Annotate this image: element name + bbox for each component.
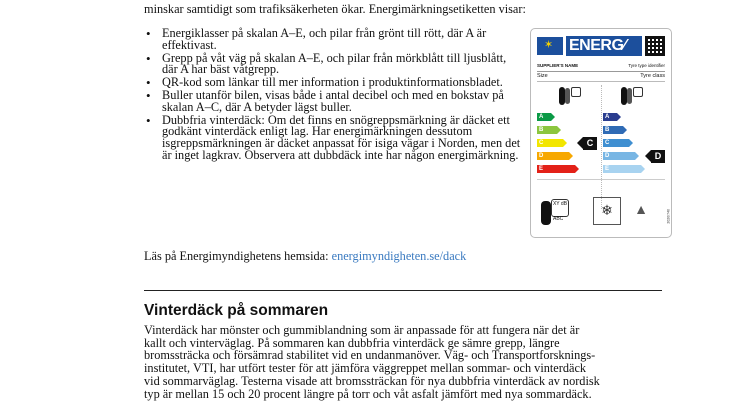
size-label: Size (537, 73, 548, 79)
list-item: • Energiklasser på skalan A–E, och pilar från grönt till rött, där A är effektivast. (144, 28, 522, 52)
body-line: typ är mellan 15 och 20 procent längre på torr och våt asfalt jämfört med nya sommardäck. (144, 386, 592, 401)
wet-grip-tyre-icon (621, 87, 641, 105)
body-line: vid sommarväglag. Testerna visade att bromssträckan för nya dubbfria vinterdäck av nordisk (144, 373, 600, 388)
snow-grip-icon: ❄ (593, 197, 621, 225)
size-row (537, 72, 665, 82)
body-line: institutet, VTI, har utfört tester för att jämföra väggreppet mellan sommar- och vinterdäck (144, 361, 587, 376)
section-divider (144, 290, 662, 291)
link-prefix: Läs på Energimyndighetens hemsida: (144, 249, 332, 263)
class-bar-e: E (603, 165, 641, 173)
body-line: bromssträcka och försämrad stabilitet vid en undanmanöver. Väg- och Transportforsknings- (144, 348, 596, 363)
regulation-code: 2020/740 (667, 209, 671, 224)
class-bar-b: B (537, 126, 557, 134)
list-item: • Dubbfria vinterdäck: Om det finns en snögreppsmärkning är däcket ett godkänt vinterdäck enligt lag. Har energimärkningen dessutom isgreppsmärkningen är däcket anpassat för isiga vägar i Norden, men det är inget lagkrav. Observera att dubbdäck inte har någon energimärkning. (144, 115, 522, 162)
energy-brand: ENERG⁄ (566, 36, 642, 56)
class-bar-b: B (603, 126, 623, 134)
section-body (144, 324, 674, 400)
noise-icon (541, 197, 577, 227)
class-bar-e: E (537, 165, 575, 173)
body-line: Vinterdäck har mönster och gummiblandning som är anpassade för att fungera när det är (144, 323, 580, 337)
noise-classes: ABC (553, 216, 564, 222)
label-features-list (144, 28, 522, 163)
class-bar-a: A (603, 113, 617, 121)
tyre-type: Tyre type identifier (628, 63, 665, 68)
class-bar-a: A (537, 113, 551, 121)
label-divider (537, 179, 665, 180)
class-bar-d: D (603, 152, 635, 160)
body-line: kallt och vinterväglag. På sommaren kan dubbfria vinterdäck ge sämre grepp, längre (144, 335, 560, 350)
fuel-rating-indicator: C (583, 137, 597, 150)
wet-rating-indicator: D (651, 150, 665, 163)
class-bar-c: C (603, 139, 629, 147)
link-paragraph (144, 249, 466, 264)
section-title: Vinterdäck på sommaren (144, 302, 329, 319)
supplier-row (537, 61, 665, 72)
ice-grip-icon: ▲ (634, 201, 648, 217)
intro-text: minskar samtidigt som trafiksäkerheten ökar. Energimärkningsetiketten visar: (144, 2, 526, 16)
energy-label-image (530, 28, 672, 238)
qr-code-icon (645, 36, 665, 56)
list-item: • Grepp på våt väg på skalan A–E, och pilar från mörkblått till ljusblått, där A har bäst våtgrepp. (144, 53, 522, 77)
list-item: • QR-kod som länkar till mer information i produktinformationsbladet. (144, 77, 522, 89)
eu-flag-icon (537, 37, 563, 55)
list-item: • Buller utanför bilen, visas både i antal decibel och med en bokstav på skalan A–C, där A betyder lägst buller. (144, 90, 522, 114)
class-bar-c: C (537, 139, 563, 147)
fuel-tyre-icon (559, 87, 579, 105)
noise-db: XY dB (551, 199, 569, 217)
label-divider (601, 85, 602, 209)
tyre-class: Tyre class (640, 73, 665, 79)
label-header (537, 35, 665, 57)
energimyndigheten-link[interactable]: energimyndigheten.se/dack (331, 249, 467, 263)
supplier-name: SUPPLIER'S NAME (537, 63, 579, 68)
class-bar-d: D (537, 152, 569, 160)
